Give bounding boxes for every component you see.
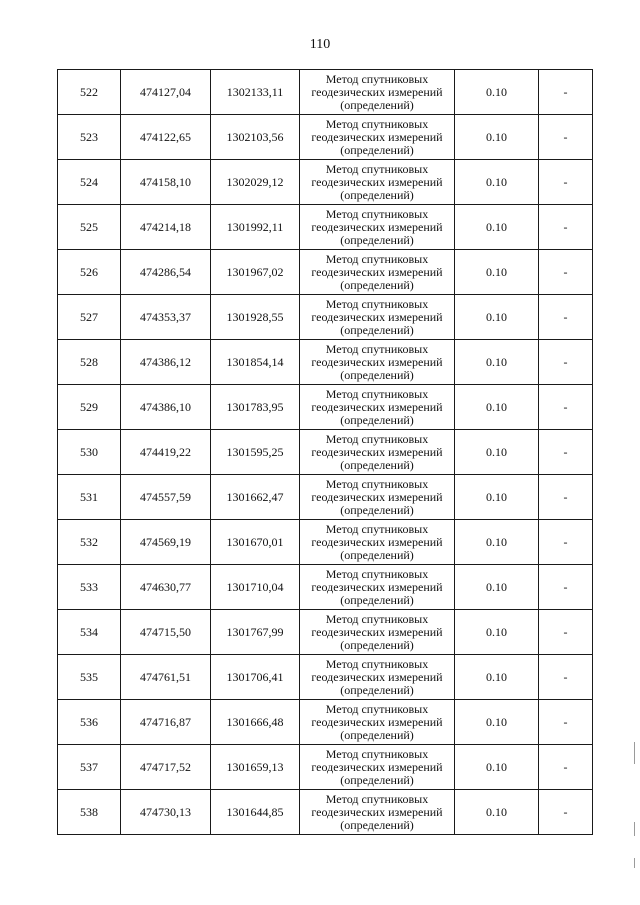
point-number-cell: 529 xyxy=(58,385,121,430)
point-number-cell: 528 xyxy=(58,340,121,385)
method-line: (определений) xyxy=(340,727,414,742)
coordinate-x-cell: 474353,37 xyxy=(121,295,211,340)
precision-cell: 0.10 xyxy=(455,70,539,115)
method-line: геодезических измерений xyxy=(311,624,443,639)
method-line: Метод спутниковых xyxy=(325,71,429,86)
point-number-cell: 527 xyxy=(58,295,121,340)
method-line: (определений) xyxy=(340,277,414,292)
precision-cell: 0.10 xyxy=(455,160,539,205)
table-row xyxy=(58,430,593,475)
note-cell: - xyxy=(539,250,593,295)
note-cell: - xyxy=(539,295,593,340)
coordinate-y-cell: 1302133,11 xyxy=(211,70,300,115)
precision-cell: 0.10 xyxy=(455,610,539,655)
precision-cell: 0.10 xyxy=(455,745,539,790)
table-row xyxy=(58,70,593,115)
method-line: Метод спутниковых xyxy=(325,161,429,176)
method-line: Метод спутниковых xyxy=(325,431,429,446)
precision-cell: 0.10 xyxy=(455,205,539,250)
precision-cell: 0.10 xyxy=(455,475,539,520)
method-line: Метод спутниковых xyxy=(325,341,429,356)
coordinate-y-cell: 1301928,55 xyxy=(211,295,300,340)
coordinates-table xyxy=(57,69,593,835)
coordinate-y-cell: 1301854,14 xyxy=(211,340,300,385)
method-line: Метод спутниковых xyxy=(325,656,429,671)
note-cell: - xyxy=(539,745,593,790)
coordinate-x-cell: 474214,18 xyxy=(121,205,211,250)
method-line: геодезических измерений xyxy=(311,444,443,459)
note-cell: - xyxy=(539,70,593,115)
method-cell xyxy=(300,430,455,475)
coordinate-y-cell: 1301706,41 xyxy=(211,655,300,700)
point-number-cell: 524 xyxy=(58,160,121,205)
coordinate-x-cell: 474630,77 xyxy=(121,565,211,610)
method-cell xyxy=(300,700,455,745)
coordinate-y-cell: 1301967,02 xyxy=(211,250,300,295)
coordinate-y-cell: 1301767,99 xyxy=(211,610,300,655)
method-line: геодезических измерений xyxy=(311,489,443,504)
method-line: геодезических измерений xyxy=(311,354,443,369)
point-number-cell: 525 xyxy=(58,205,121,250)
method-cell xyxy=(300,655,455,700)
method-line: (определений) xyxy=(340,772,414,787)
table-row xyxy=(58,250,593,295)
method-line: (определений) xyxy=(340,142,414,157)
coordinate-y-cell: 1302103,56 xyxy=(211,115,300,160)
coordinate-y-cell: 1301992,11 xyxy=(211,205,300,250)
method-line: геодезических измерений xyxy=(311,669,443,684)
method-line: Метод спутниковых xyxy=(325,746,429,761)
method-line: (определений) xyxy=(340,367,414,382)
note-cell: - xyxy=(539,700,593,745)
coordinate-x-cell: 474717,52 xyxy=(121,745,211,790)
method-line: геодезических измерений xyxy=(311,264,443,279)
coordinate-y-cell: 1301644,85 xyxy=(211,790,300,835)
method-line: (определений) xyxy=(340,817,414,832)
coordinate-y-cell: 1301666,48 xyxy=(211,700,300,745)
method-line: Метод спутниковых xyxy=(325,611,429,626)
page-number: 110 xyxy=(309,37,331,52)
method-cell xyxy=(300,250,455,295)
coordinate-y-cell: 1302029,12 xyxy=(211,160,300,205)
point-number-cell: 534 xyxy=(58,610,121,655)
point-number-cell: 536 xyxy=(58,700,121,745)
coordinate-x-cell: 474716,87 xyxy=(121,700,211,745)
method-line: геодезических измерений xyxy=(311,309,443,324)
precision-cell: 0.10 xyxy=(455,295,539,340)
note-cell: - xyxy=(539,430,593,475)
method-cell xyxy=(300,475,455,520)
note-cell: - xyxy=(539,160,593,205)
precision-cell: 0.10 xyxy=(455,340,539,385)
method-line: Метод спутниковых xyxy=(325,566,429,581)
method-cell xyxy=(300,115,455,160)
method-cell xyxy=(300,295,455,340)
method-line: геодезических измерений xyxy=(311,804,443,819)
table-row xyxy=(58,385,593,430)
table-row xyxy=(58,655,593,700)
point-number-cell: 535 xyxy=(58,655,121,700)
table-row xyxy=(58,340,593,385)
method-line: (определений) xyxy=(340,457,414,472)
precision-cell: 0.10 xyxy=(455,700,539,745)
method-cell xyxy=(300,520,455,565)
note-cell: - xyxy=(539,520,593,565)
table-row xyxy=(58,610,593,655)
method-line: (определений) xyxy=(340,637,414,652)
method-line: геодезических измерений xyxy=(311,534,443,549)
method-cell xyxy=(300,745,455,790)
method-line: (определений) xyxy=(340,187,414,202)
method-cell xyxy=(300,565,455,610)
coordinate-y-cell: 1301659,13 xyxy=(211,745,300,790)
coordinate-x-cell: 474386,10 xyxy=(121,385,211,430)
note-cell: - xyxy=(539,475,593,520)
scan-edge-mark xyxy=(634,822,635,836)
coordinate-x-cell: 474386,12 xyxy=(121,340,211,385)
point-number-cell: 537 xyxy=(58,745,121,790)
table-row xyxy=(58,790,593,835)
method-line: Метод спутниковых xyxy=(325,206,429,221)
method-line: (определений) xyxy=(340,97,414,112)
method-line: геодезических измерений xyxy=(311,129,443,144)
method-line: (определений) xyxy=(340,502,414,517)
method-line: (определений) xyxy=(340,412,414,427)
coordinate-x-cell: 474569,19 xyxy=(121,520,211,565)
table-row xyxy=(58,160,593,205)
method-line: (определений) xyxy=(340,547,414,562)
coordinate-y-cell: 1301783,95 xyxy=(211,385,300,430)
method-cell xyxy=(300,610,455,655)
method-line: геодезических измерений xyxy=(311,219,443,234)
point-number-cell: 530 xyxy=(58,430,121,475)
table-row xyxy=(58,520,593,565)
note-cell: - xyxy=(539,565,593,610)
point-number-cell: 531 xyxy=(58,475,121,520)
coordinate-x-cell: 474158,10 xyxy=(121,160,211,205)
method-line: Метод спутниковых xyxy=(325,521,429,536)
point-number-cell: 532 xyxy=(58,520,121,565)
method-cell xyxy=(300,205,455,250)
point-number-cell: 538 xyxy=(58,790,121,835)
scan-edge-mark xyxy=(634,742,635,764)
table-row xyxy=(58,700,593,745)
method-cell xyxy=(300,385,455,430)
note-cell: - xyxy=(539,655,593,700)
method-line: геодезических измерений xyxy=(311,759,443,774)
table-row xyxy=(58,205,593,250)
method-line: (определений) xyxy=(340,232,414,247)
table-row xyxy=(58,115,593,160)
method-line: Метод спутниковых xyxy=(325,296,429,311)
coordinate-y-cell: 1301662,47 xyxy=(211,475,300,520)
table-row xyxy=(58,565,593,610)
method-line: (определений) xyxy=(340,592,414,607)
method-line: геодезических измерений xyxy=(311,84,443,99)
precision-cell: 0.10 xyxy=(455,115,539,160)
method-line: Метод спутниковых xyxy=(325,251,429,266)
scan-edge-mark xyxy=(634,858,635,868)
method-line: (определений) xyxy=(340,682,414,697)
method-cell xyxy=(300,340,455,385)
coordinates-table-body xyxy=(58,70,593,835)
point-number-cell: 523 xyxy=(58,115,121,160)
precision-cell: 0.10 xyxy=(455,565,539,610)
precision-cell: 0.10 xyxy=(455,385,539,430)
note-cell: - xyxy=(539,610,593,655)
method-cell xyxy=(300,160,455,205)
precision-cell: 0.10 xyxy=(455,430,539,475)
precision-cell: 0.10 xyxy=(455,520,539,565)
method-line: (определений) xyxy=(340,322,414,337)
coordinate-x-cell: 474557,59 xyxy=(121,475,211,520)
precision-cell: 0.10 xyxy=(455,655,539,700)
coordinate-y-cell: 1301595,25 xyxy=(211,430,300,475)
method-line: Метод спутниковых xyxy=(325,701,429,716)
coordinate-x-cell: 474122,65 xyxy=(121,115,211,160)
point-number-cell: 533 xyxy=(58,565,121,610)
table-row xyxy=(58,475,593,520)
table-row xyxy=(58,745,593,790)
note-cell: - xyxy=(539,115,593,160)
table-row xyxy=(58,295,593,340)
method-line: Метод спутниковых xyxy=(325,791,429,806)
method-line: Метод спутниковых xyxy=(325,386,429,401)
method-cell xyxy=(300,70,455,115)
note-cell: - xyxy=(539,790,593,835)
method-line: геодезических измерений xyxy=(311,714,443,729)
method-line: Метод спутниковых xyxy=(325,476,429,491)
coordinate-y-cell: 1301670,01 xyxy=(211,520,300,565)
note-cell: - xyxy=(539,205,593,250)
note-cell: - xyxy=(539,385,593,430)
method-line: геодезических измерений xyxy=(311,174,443,189)
method-line: геодезических измерений xyxy=(311,399,443,414)
point-number-cell: 526 xyxy=(58,250,121,295)
method-line: Метод спутниковых xyxy=(325,116,429,131)
method-cell xyxy=(300,790,455,835)
coordinate-y-cell: 1301710,04 xyxy=(211,565,300,610)
coordinate-x-cell: 474286,54 xyxy=(121,250,211,295)
coordinate-x-cell: 474715,50 xyxy=(121,610,211,655)
precision-cell: 0.10 xyxy=(455,790,539,835)
note-cell: - xyxy=(539,340,593,385)
coordinate-x-cell: 474761,51 xyxy=(121,655,211,700)
precision-cell: 0.10 xyxy=(455,250,539,295)
coordinate-x-cell: 474127,04 xyxy=(121,70,211,115)
point-number-cell: 522 xyxy=(58,70,121,115)
coordinate-x-cell: 474419,22 xyxy=(121,430,211,475)
method-line: геодезических измерений xyxy=(311,579,443,594)
coordinate-x-cell: 474730,13 xyxy=(121,790,211,835)
